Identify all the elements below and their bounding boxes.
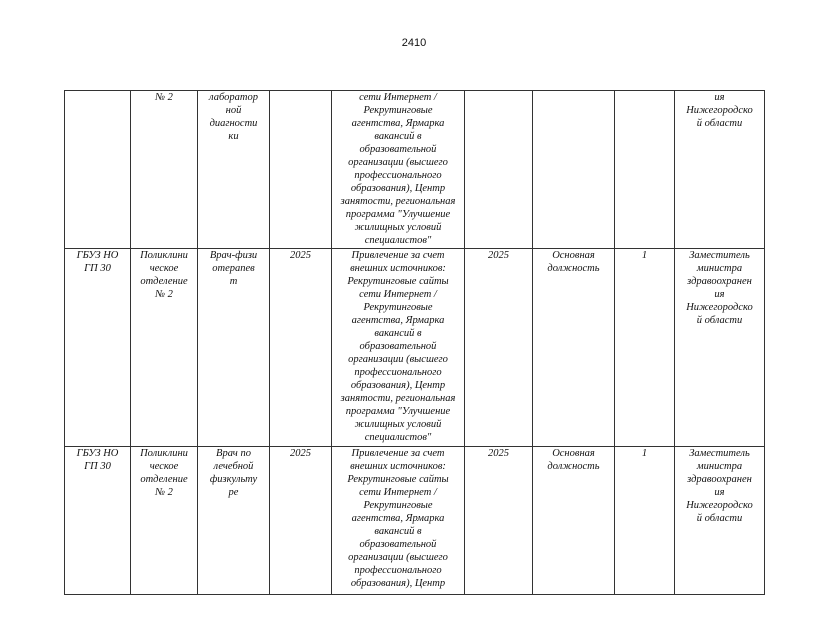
sources-cell: Привлечение за счет внешних источников: Рекрутинговые сайты сети Интернет / Рекрутинговые агентства, Ярмарка вакансий в образовательной организации (высшего профессионального образования), Центр bbox=[332, 447, 465, 595]
count-cell: 1 bbox=[615, 249, 675, 447]
table-row bbox=[65, 91, 765, 249]
year2-cell bbox=[465, 91, 533, 249]
measures-table bbox=[64, 90, 765, 595]
unit-cell: Поликлини ческое отделение № 2 bbox=[131, 447, 198, 595]
responsible-cell: Заместитель министра здравоохранен ия Нижегородско й области bbox=[675, 249, 765, 447]
count-cell: 1 bbox=[615, 447, 675, 595]
unit-cell: Поликлини ческое отделение № 2 bbox=[131, 249, 198, 447]
year-cell bbox=[270, 91, 332, 249]
sources-cell: сети Интернет / Рекрутинговые агентства, Ярмарка вакансий в образовательной организации (высшего профессионального образования), Центр занятости, региональная программа "Улучшение жилищных условий специалистов" bbox=[332, 91, 465, 249]
position-cell: Врач-физи отерапев т bbox=[198, 249, 270, 447]
table-row bbox=[65, 447, 765, 595]
year2-cell: 2025 bbox=[465, 447, 533, 595]
org-cell: ГБУЗ НО ГП 30 bbox=[65, 249, 131, 447]
sources-cell: Привлечение за счет внешних источников: Рекрутинговые сайты сети Интернет / Рекрутинговые агентства, Ярмарка вакансий в образовательной организации (высшего профессионального образования), Центр занятости, региональная программа "Улучшение жилищных условий специалистов" bbox=[332, 249, 465, 447]
type-cell: Основная должность bbox=[533, 249, 615, 447]
table-row bbox=[65, 249, 765, 447]
count-cell bbox=[615, 91, 675, 249]
org-cell bbox=[65, 91, 131, 249]
type-cell bbox=[533, 91, 615, 249]
year-cell: 2025 bbox=[270, 447, 332, 595]
position-cell: лаборатор ной диагности ки bbox=[198, 91, 270, 249]
year-cell: 2025 bbox=[270, 249, 332, 447]
responsible-cell: Заместитель министра здравоохранен ия Нижегородско й области bbox=[675, 447, 765, 595]
year2-cell: 2025 bbox=[465, 249, 533, 447]
position-cell: Врач по лечебной физкульту ре bbox=[198, 447, 270, 595]
type-cell: Основная должность bbox=[533, 447, 615, 595]
page-number: 2410 bbox=[401, 37, 427, 49]
responsible-cell: ия Нижегородско й области bbox=[675, 91, 765, 249]
unit-cell: № 2 bbox=[131, 91, 198, 249]
org-cell: ГБУЗ НО ГП 30 bbox=[65, 447, 131, 595]
